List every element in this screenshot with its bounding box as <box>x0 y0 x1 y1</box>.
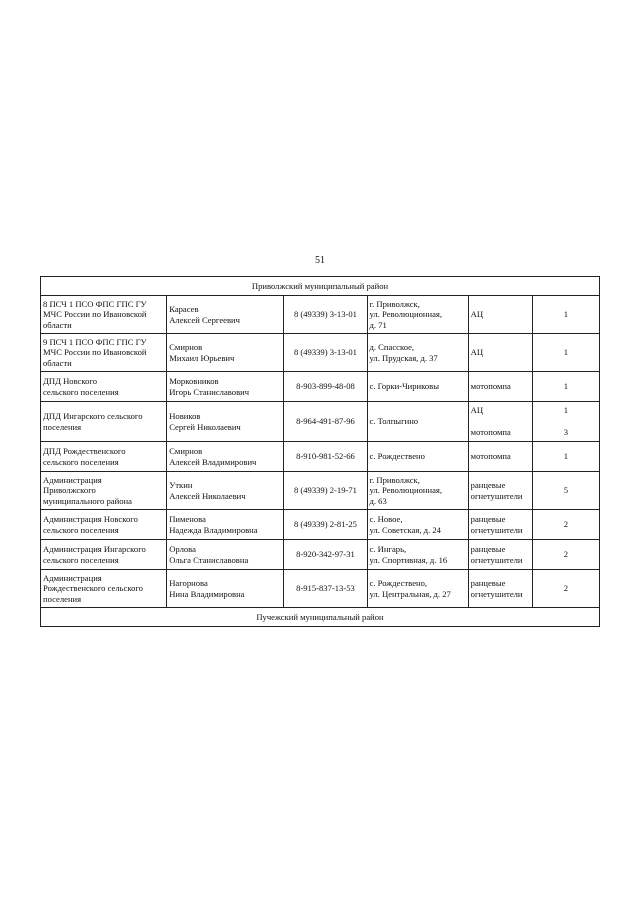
org-cell: Администрация Ингарского сельского поселения <box>41 540 167 570</box>
equipment-cell: ранцевые огнетушители <box>468 510 532 540</box>
table-row <box>41 296 600 334</box>
equipment-cell: ранцевые огнетушители <box>468 472 532 510</box>
quantity-cell: 1 <box>532 296 599 334</box>
equipment-cell: мотопомпа <box>468 372 532 402</box>
table-row <box>41 372 600 402</box>
address-cell: с. Ингарь, ул. Спортивная, д. 16 <box>367 540 468 570</box>
table-row <box>41 570 600 608</box>
quantity-cell: 5 <box>532 472 599 510</box>
org-cell: Администрация Приволжского муниципального района <box>41 472 167 510</box>
phone-cell: 8-903-899-48-08 <box>284 372 367 402</box>
equipment-line: мотопомпа <box>470 427 511 438</box>
equipment-cell: ранцевые огнетушители <box>468 570 532 608</box>
org-cell: Администрация Рождественского сельского поселения <box>41 570 167 608</box>
org-cell: Администрация Новского сельского поселения <box>41 510 167 540</box>
person-cell: Орлова Ольга Станиславовна <box>167 540 284 570</box>
phone-cell: 8-964-491-87-96 <box>284 402 367 442</box>
phone-cell: 8 (49339) 2-81-25 <box>284 510 367 540</box>
section-title: Приволжский муниципальный район <box>41 277 600 296</box>
person-cell: Карасев Алексей Сергеевич <box>167 296 284 334</box>
quantity-line: 3 <box>563 427 569 438</box>
quantity-cell: 1 <box>532 334 599 372</box>
address-cell: г. Приволжск, ул. Революционная, д. 71 <box>367 296 468 334</box>
phone-cell: 8 (49339) 3-13-01 <box>284 296 367 334</box>
org-cell: ДПД Рождественского сельского поселения <box>41 442 167 472</box>
quantity-cell: 1 <box>532 372 599 402</box>
person-cell: Смирнов Алексей Владимирович <box>167 442 284 472</box>
quantity-cell: 2 <box>532 540 599 570</box>
address-cell: г. Приволжск, ул. Революционная, д. 63 <box>367 472 468 510</box>
org-cell: ДПД Новского сельского поселения <box>41 372 167 402</box>
phone-cell: 8-915-837-13-53 <box>284 570 367 608</box>
equipment-cell: мотопомпа <box>468 442 532 472</box>
address-cell: д. Спасское, ул. Прудская, д. 37 <box>367 334 468 372</box>
table-row <box>41 334 600 372</box>
org-cell: 9 ПСЧ 1 ПСО ФПС ГПС ГУ МЧС России по Ивановской области <box>41 334 167 372</box>
quantity-cell: 2 <box>532 510 599 540</box>
address-cell: с. Новое, ул. Советская, д. 24 <box>367 510 468 540</box>
section-header-row <box>41 608 600 627</box>
address-cell: с. Толпыгино <box>367 402 468 442</box>
person-cell: Нагорнова Нина Владимировна <box>167 570 284 608</box>
phone-cell: 8-920-342-97-31 <box>284 540 367 570</box>
person-cell: Морковников Игорь Станиславович <box>167 372 284 402</box>
table-row <box>41 540 600 570</box>
equipment-cell <box>468 402 532 442</box>
resources-table <box>40 276 600 627</box>
equipment-line: АЦ <box>470 405 484 415</box>
phone-cell: 8 (49339) 3-13-01 <box>284 334 367 372</box>
quantity-cell <box>532 402 599 442</box>
quantity-line: 1 <box>563 405 569 415</box>
table-row <box>41 442 600 472</box>
page-number: 51 <box>315 255 325 266</box>
address-cell: с. Горки-Чириковы <box>367 372 468 402</box>
person-cell: Смирнов Михаил Юрьевич <box>167 334 284 372</box>
person-cell: Уткин Алексей Николаевич <box>167 472 284 510</box>
table-row <box>41 472 600 510</box>
quantity-cell: 2 <box>532 570 599 608</box>
section-title: Пучежский муниципальный район <box>41 608 600 627</box>
equipment-cell: ранцевые огнетушители <box>468 540 532 570</box>
person-cell: Пименова Надежда Владимировна <box>167 510 284 540</box>
org-cell: 8 ПСЧ 1 ПСО ФПС ГПС ГУ МЧС России по Ивановской области <box>41 296 167 334</box>
equipment-cell: АЦ <box>468 296 532 334</box>
phone-cell: 8 (49339) 2-19-71 <box>284 472 367 510</box>
quantity-cell: 1 <box>532 442 599 472</box>
org-cell: ДПД Ингарского сельского поселения <box>41 402 167 442</box>
equipment-cell: АЦ <box>468 334 532 372</box>
person-cell: Новиков Сергей Николаевич <box>167 402 284 442</box>
table-row <box>41 402 600 442</box>
section-header-row <box>41 277 600 296</box>
phone-cell: 8-910-981-52-66 <box>284 442 367 472</box>
address-cell: с. Рождествено <box>367 442 468 472</box>
table-row <box>41 510 600 540</box>
address-cell: с. Рождествено, ул. Центральная, д. 27 <box>367 570 468 608</box>
